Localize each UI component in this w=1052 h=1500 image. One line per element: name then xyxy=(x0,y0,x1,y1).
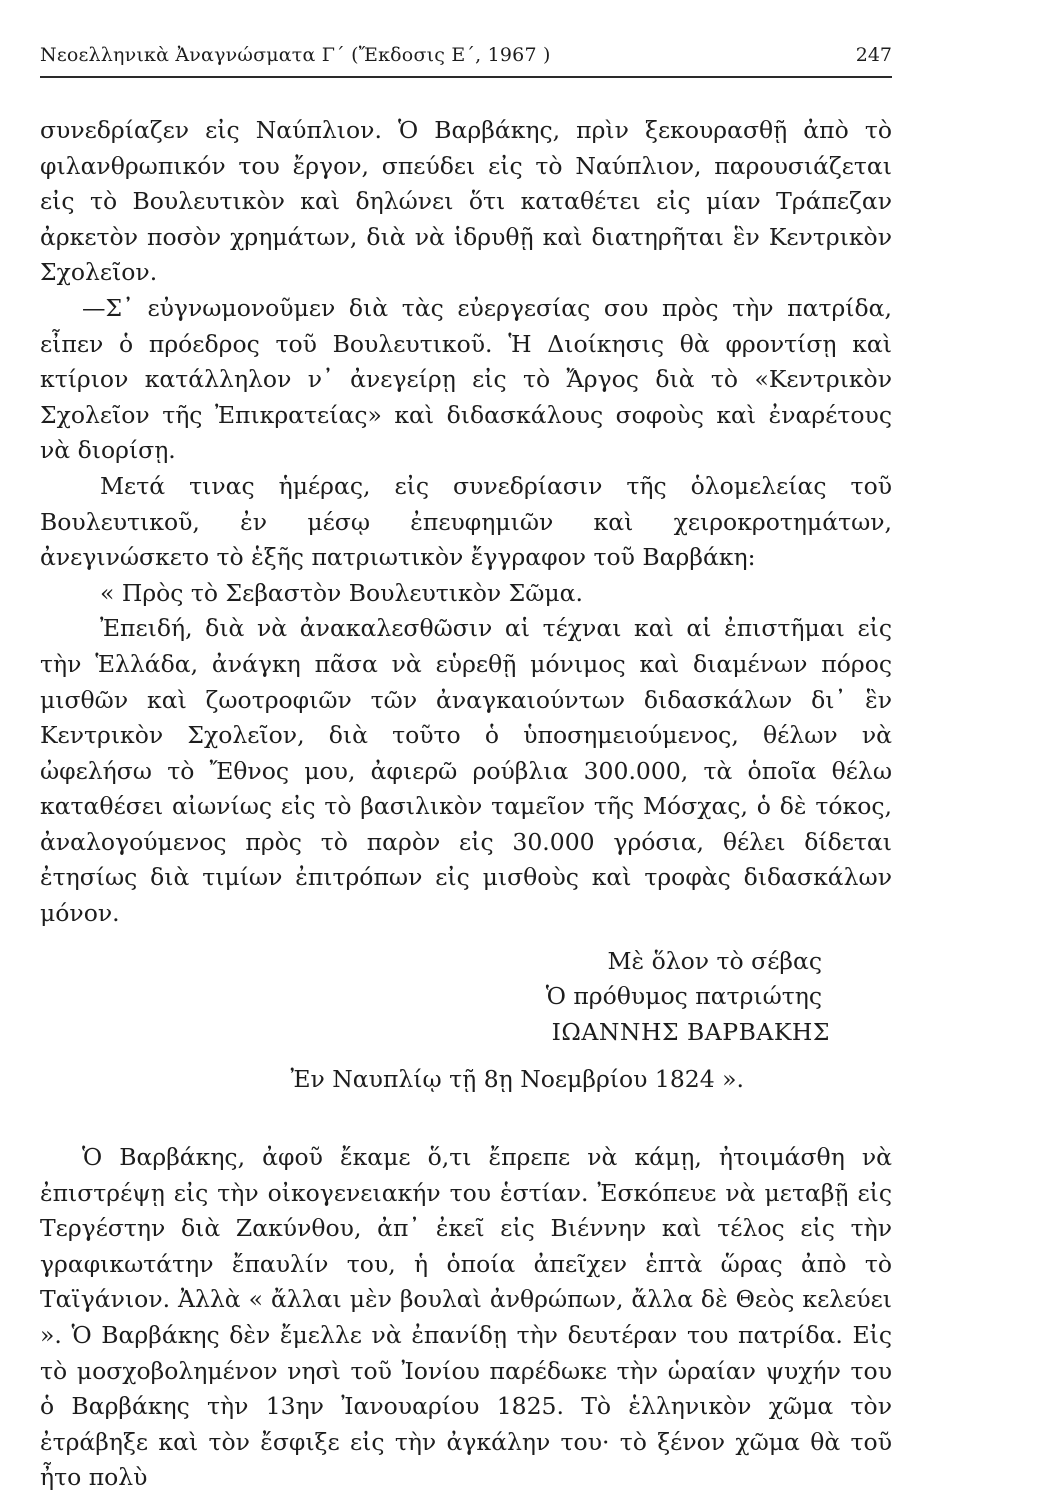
letter-signer-name: ΙΩΑΝΝΗΣ ΒΑΡΒΑΚΗΣ xyxy=(551,1017,830,1046)
paragraph-continuation: συνεδρίαζεν εἰς Ναύπλιον. Ὁ Βαρβάκης, πρὶν ξεκουρασθῇ ἀπὸ τὸ φιλανθρωπικόν του ἔργον, σπεύδει εἰς τὸ Ναύπλιον, παρουσιάζεται εἰς τὸ Βουλευτικὸν καὶ δηλώνει ὅτι καταθέτει εἰς μίαν Τράπεζαν ἀρκετὸν ποσὸν χρημάτων, διὰ νὰ ἱδρυθῇ καὶ διατηρῆται ἓν Κεντρικὸν Σχολεῖον. xyxy=(40,116,892,287)
letter-salutation: « Πρὸς τὸ Σεβαστὸν Βουλευτικὸν Σῶμα. xyxy=(100,578,584,607)
paragraph-final: Ὁ Βαρβάκης, ἀφοῦ ἔκαμε ὅ,τι ἔπρεπε νὰ κάμῃ, ἠτοιμάσθη νὰ ἐπιστρέψῃ εἰς τὴν οἰκογενειακήν του ἑστίαν. Ἐσκόπευε νὰ μεταβῇ εἰς Τεργέστην διὰ Ζακύνθου, ἀπ᾿ ἐκεῖ εἰς Βιέννην καὶ τέλος εἰς τὴν γραφικωτάτην ἔπαυλίν του, ἡ ὁποία ἀπεῖχεν ἑπτὰ ὥρας ἀπὸ τὸ Ταϊγάνιον. Ἀλλὰ « ἄλλαι μὲν βουλαὶ ἀνθρώπων, ἄλλα δὲ Θεὸς κελεύει ». Ὁ Βαρβάκης δὲν ἔμελλε νὰ ἐπανίδῃ τὴν δευτέραν του πατρίδα. Εἰς τὸ μοσχοβολημένον νησὶ τοῦ Ἰονίου παρέδωκε τὴν ὡραίαν ψυχήν του ὁ Βαρβάκης τὴν 13ην Ἰανουαρίου 1825. Τὸ ἑλληνικὸν χῶμα τὸν ἐτράβηξε καὶ τὸν ἔσφιξε εἰς τὴν ἀγκάλην του· τὸ ξένον χῶμα θὰ τοῦ ἦτο πολὺ xyxy=(40,1143,892,1492)
page-body xyxy=(40,113,892,1496)
running-head: Νεοελληνικὰ Ἀναγνώσματα Γ΄ (Ἔκδοσις Ε΄, 1967 ) xyxy=(40,44,551,66)
letter-closing: Μὲ ὅλον τὸ σέβας xyxy=(607,946,822,975)
letter-signer-title: Ὁ πρόθυμος πατριώτης xyxy=(545,982,822,1011)
letter-body: Ἐπειδή, διὰ νὰ ἀνακαλεσθῶσιν αἱ τέχναι καὶ αἱ ἐπιστῆμαι εἰς τὴν Ἑλλάδα, ἀνάγκη πᾶσα νὰ εὑρεθῇ μόνιμος καὶ διαμένων πόρος μισθῶν καὶ ζωοτροφιῶν τῶν ἀναγκαιούντων διδασκάλων δι᾿ ἓν Κεντρικὸν Σχολεῖον, διὰ τοῦτο ὁ ὑποσημειούμενος, θέλων νὰ ὠφελήσω τὸ Ἔθνος μου, ἀφιερῶ ρούβλια 300.000, τὰ ὁποῖα θέλω καταθέσει αἰωνίως εἰς τὸ βασιλικὸν ταμεῖον τῆς Μόσχας, ὁ δὲ τόκος, ἀναλογούμενος πρὸς τὸ παρὸν εἰς 30.000 γρόσια, θέλει δίδεται ἐτησίως διὰ τιμίων ἐπιτρόπων εἰς μισθοὺς καὶ τροφὰς διδασκάλων μόνον. xyxy=(40,614,892,928)
page-number: 247 xyxy=(855,44,892,66)
paragraph-dialogue: —Σ᾿ εὐγνωμονοῦμεν διὰ τὰς εὐεργεσίας σου πρὸς τὴν πατρίδα, εἶπεν ὁ πρόεδρος τοῦ Βουλευτικοῦ. Ἡ Διοίκησις θὰ φροντίσῃ καὶ κτίριον κατάλληλον ν᾿ ἀνεγείρῃ εἰς τὸ Ἄργος διὰ τὸ «Κεντρικὸν Σχολεῖον τῆς Ἐπικρατείας» καὶ διδασκάλους σοφοὺς καὶ ἐναρέτους νὰ διορίσῃ. xyxy=(40,293,892,465)
letter-place-date: Ἐν Ναυπλίῳ τῇ 8ῃ Νοεμβρίου 1824 ». xyxy=(290,1065,744,1094)
paragraph-session: Μετά τινας ἡμέρας, εἰς συνεδρίασιν τῆς ὁλομελείας τοῦ Βουλευτικοῦ, ἐν μέσῳ ἐπευφημιῶν καὶ χειροκροτημάτων, ἀνεγινώσκετο τὸ ἑξῆς πατριωτικὸν ἔγγραφον τοῦ Βαρβάκη: xyxy=(40,471,892,572)
page-header xyxy=(40,42,892,78)
